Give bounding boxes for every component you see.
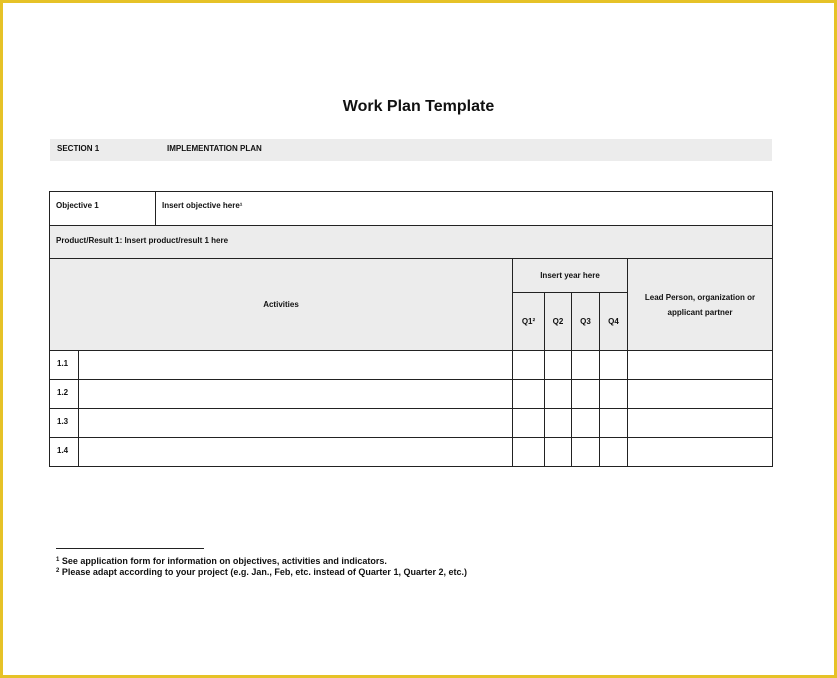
- quarter-cell[interactable]: [599, 437, 628, 467]
- footnote-text: Please adapt according to your project (e.g. Jan., Feb, etc. instead of Quarter 1, Quarter 2, etc.): [61, 567, 467, 577]
- quarter-cell[interactable]: [544, 350, 572, 380]
- lead-cell[interactable]: [627, 408, 773, 438]
- table-row-number: [49, 350, 79, 380]
- product-result-cell[interactable]: [49, 225, 773, 259]
- objective-value: Insert objective here¹: [162, 201, 243, 210]
- section-name: IMPLEMENTATION PLAN: [167, 144, 262, 153]
- activities-header-label: Activities: [263, 300, 299, 309]
- table-row-number: [49, 437, 79, 467]
- quarter-label: Q3: [580, 317, 591, 326]
- objective-label: Objective 1: [56, 201, 99, 210]
- year-header[interactable]: [512, 258, 628, 293]
- quarter-cell[interactable]: [571, 408, 600, 438]
- row-number-label: 1.2: [57, 388, 69, 397]
- quarter-cell[interactable]: [512, 379, 545, 409]
- row-number-label: 1.4: [57, 446, 69, 455]
- activity-cell[interactable]: [78, 350, 513, 380]
- product-result-text: Product/Result 1: Insert product/result 1 here: [56, 236, 229, 245]
- quarter-label: Q1²: [521, 317, 536, 326]
- objective-label-cell: [49, 191, 156, 226]
- table-row-number: [49, 408, 79, 438]
- quarter-header-q4: [599, 292, 628, 351]
- quarter-header-q2: [544, 292, 572, 351]
- quarter-label: Q4: [608, 317, 619, 326]
- quarter-header-q3: [571, 292, 600, 351]
- quarter-label: Q2: [552, 317, 564, 326]
- quarter-cell[interactable]: [544, 379, 572, 409]
- footnote-mark: 1: [56, 557, 60, 563]
- lead-cell[interactable]: [627, 437, 773, 467]
- quarter-cell[interactable]: [512, 437, 545, 467]
- year-header-label: Insert year here: [540, 271, 600, 280]
- section-label: SECTION 1: [57, 144, 100, 153]
- row-number-label: 1.3: [57, 417, 69, 426]
- quarter-cell[interactable]: [544, 408, 572, 438]
- quarter-cell[interactable]: [512, 350, 545, 380]
- footnote-text: See application form for information on objectives, activities and indicators.: [61, 556, 387, 566]
- quarter-cell[interactable]: [571, 350, 600, 380]
- lead-cell[interactable]: [627, 379, 773, 409]
- footnote-divider: [56, 548, 204, 549]
- lead-person-header: [627, 258, 773, 351]
- lead-cell[interactable]: [627, 350, 773, 380]
- activity-cell[interactable]: [78, 408, 513, 438]
- quarter-cell[interactable]: [599, 350, 628, 380]
- table-row-number: [49, 379, 79, 409]
- lead-person-header-label: Lead Person, organization or applicant partner: [644, 292, 756, 317]
- activity-cell[interactable]: [78, 379, 513, 409]
- footnote-2: [56, 567, 467, 577]
- quarter-cell[interactable]: [599, 408, 628, 438]
- quarter-header-q1: [512, 292, 545, 351]
- quarter-cell[interactable]: [571, 379, 600, 409]
- footnote-1: [56, 556, 387, 566]
- section-bar: [50, 139, 772, 161]
- page-title: Work Plan Template: [342, 98, 495, 115]
- footnote-mark: 2: [56, 568, 60, 574]
- quarter-cell[interactable]: [544, 437, 572, 467]
- quarter-cell[interactable]: [599, 379, 628, 409]
- quarter-cell[interactable]: [512, 408, 545, 438]
- activity-cell[interactable]: [78, 437, 513, 467]
- objective-value-cell[interactable]: [155, 191, 773, 226]
- activities-header: [49, 258, 513, 351]
- row-number-label: 1.1: [57, 359, 69, 368]
- quarter-cell[interactable]: [571, 437, 600, 467]
